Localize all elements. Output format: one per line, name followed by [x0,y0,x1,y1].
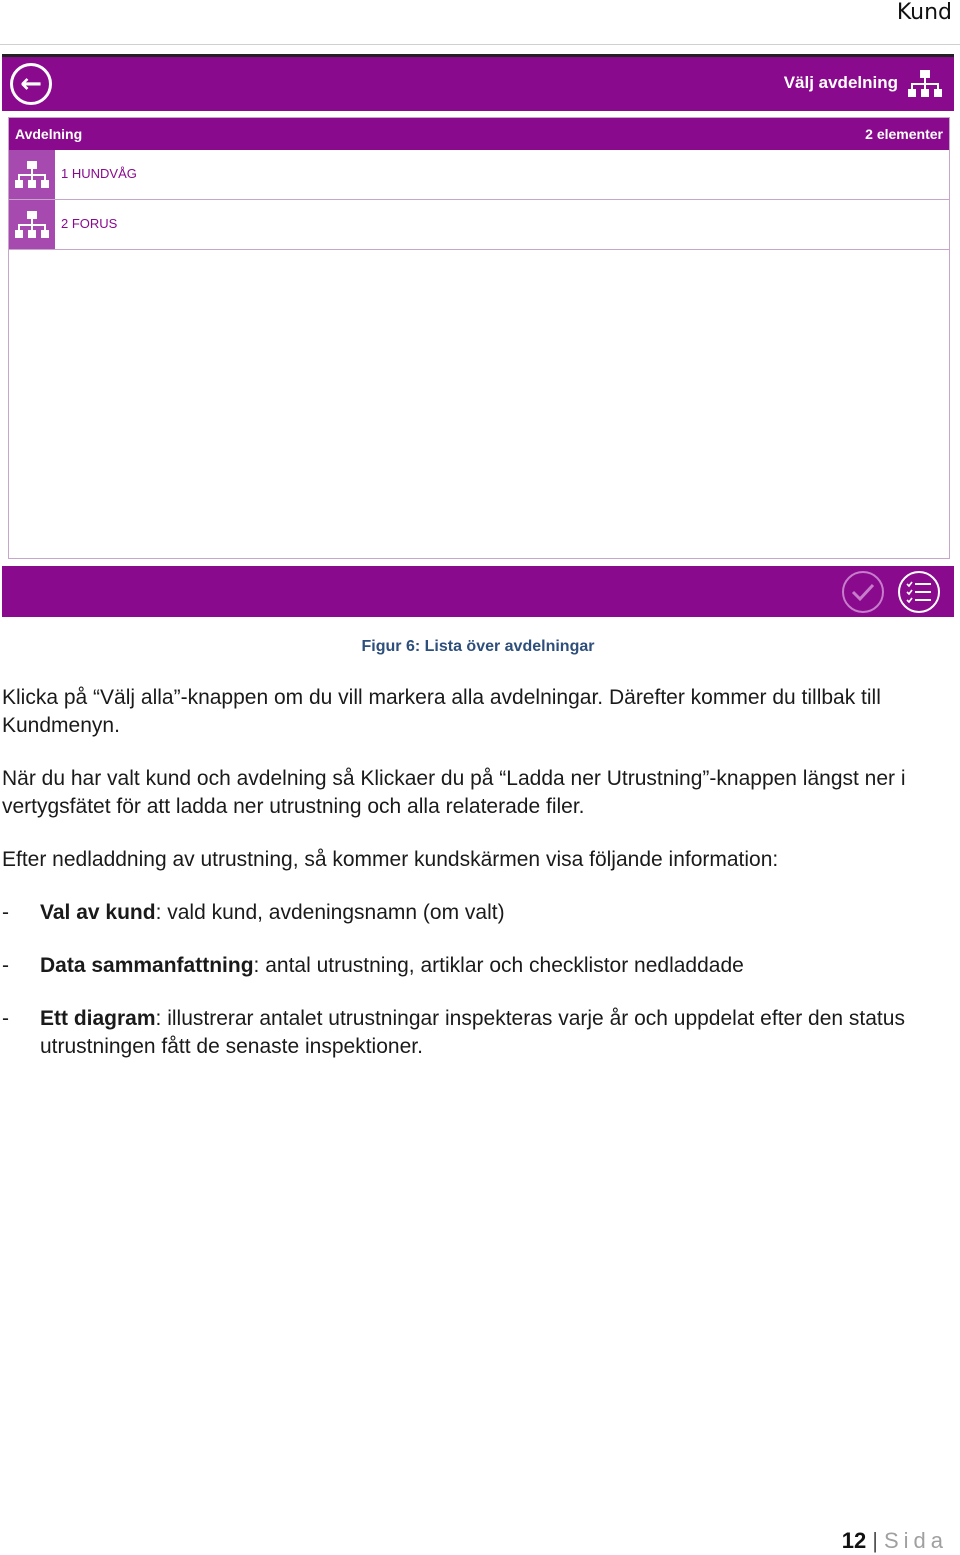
check-icon [850,581,876,603]
paragraph: När du har valt kund och avdelning så Klickaer du på “Ladda ner Utrustning”-knappen längst ner i vertygsfätet för att ladda ner utrustning och alla relaterade filer. [2,767,906,818]
page-word: Sida [883,1528,948,1553]
bullet-dash: - [2,901,9,924]
figure-caption: Figur 6: Lista över avdelningar [361,638,595,655]
checklist-icon [905,579,933,605]
bullet-term: Ett diagram [40,1007,156,1030]
bullet-dash: - [2,1007,9,1030]
bullet-text: : vald kund, avdeningsnamn (om valt) [155,901,505,924]
department-list [8,117,950,559]
confirm-button[interactable] [842,571,884,613]
bullet-text: : antal utrustning, artiklar och checklistor nedladdade [253,954,744,977]
app-top-bar [2,57,954,111]
bullet-term: Data sammanfattning [40,954,254,977]
page-number: 12 [841,1528,867,1553]
paragraph: Efter nedladdning av utrustning, så kommer kundskärmen visa följande information: [2,848,779,871]
app-bottom-bar [2,566,954,617]
list-item[interactable] [9,200,949,250]
list-header-label: Avdelning [15,126,83,142]
list-item-label: 1 HUNDVÅG [61,166,137,181]
header-rule [0,44,960,45]
paragraph: Klicka på “Välj alla”-knappen om du vill markera alla avdelningar. Därefter kommer du tillbak till Kundmenyn. [2,686,881,737]
bullet-dash: - [2,954,9,977]
footer-separator: | [872,1528,878,1553]
screen-title: Välj avdelning [783,73,898,92]
bullet-term: Val av kund [40,901,156,924]
list-count: 2 elementer [865,126,943,142]
page-footer [842,1528,948,1554]
hierarchy-icon [15,210,49,240]
app-screenshot [2,54,954,617]
hierarchy-icon [908,69,942,99]
page-header-section: Kund [896,0,952,25]
list-header [9,118,949,150]
list-item[interactable] [9,150,949,200]
arrow-left-icon: ← [20,69,42,99]
list-item-label: 2 FORUS [61,216,118,231]
bullet-text: : illustrerar antalet utrustningar inspekteras varje år och uppdelat efter den status utrustningen fått de senaste inspektioner. [40,1007,905,1058]
back-button[interactable] [10,63,52,105]
select-all-button[interactable] [898,571,940,613]
hierarchy-icon [15,160,49,190]
